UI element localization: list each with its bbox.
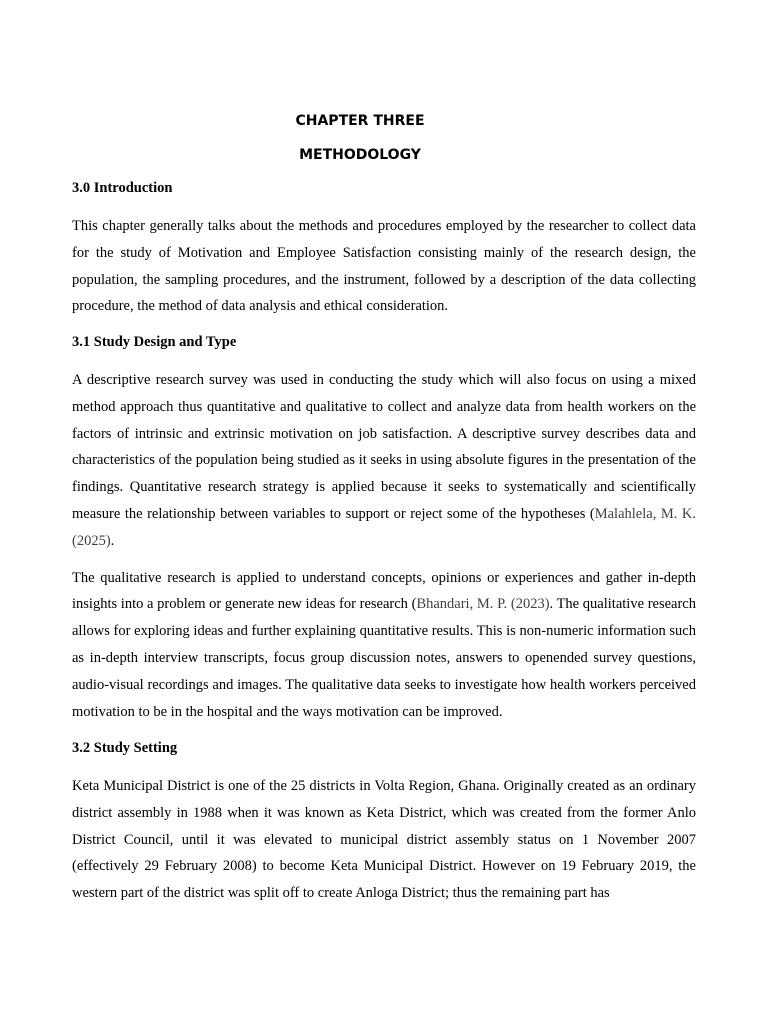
design-p2-end: . The qualitative research allows for exploring ideas and further explaining quantitative results. This is non-numeric information such as in-depth interview transcripts, focus group discussion notes, answers to openended survey questions, audio-visual recordings and images. The qualitative data seeks to investigate how health workers perceived motivation to be in the hospital and the ways motivation can be improved. [72,596,696,720]
chapter-name-title: METHODOLOGY [299,147,421,163]
citation-malahlela: Malahlela, M. K. (2025) [72,505,696,549]
section-heading-introduction: 3.0 Introduction [72,180,173,196]
chapter-number-title: CHAPTER THREE [295,113,425,129]
section-introduction [72,178,696,320]
setting-paragraph: Keta Municipal District is one of the 25 districts in Volta Region, Ghana. Originally created as an ordinary district assembly in 1988 when it was known as Keta District, which was created from the former Anlo District Council, until it was elevated to municipal district assembly status on 1 November 2007 (effectively 29 February 2008) to become Keta Municipal District. However on 19 February 2019, the western part of the district was split off to create Anloga District; thus the remaining part has [72,778,696,902]
section-study-design [72,332,696,725]
design-p1-end: . [110,532,115,549]
citation-bhandari: Bhandari, M. P. (2023) [416,596,550,613]
design-paragraph-1 [72,367,696,555]
design-p1-text: A descriptive research survey was used in conducting the study which will also focus on using a mixed method approach thus quantitative and qualitative to collect and analyze data from health workers on the factors of intrinsic and extrinsic motivation on job satisfaction. A descriptive survey describes data and characteristics of the population being studied as it seeks in using absolute figures in the presentation of the findings. Quantitative research strategy is applied because it seeks to systematically and scientifically measure the relationship between variables to support or reject some of the hypotheses ( [72,372,696,522]
section-heading-study-setting: 3.2 Study Setting [72,740,178,756]
design-p2-start: The qualitative research is applied to understand concepts, opinions or experiences and gather in-depth insights into a problem or generate new ideas for research ( [72,569,696,613]
design-paragraph-2 [72,565,696,726]
section-heading-study-design: 3.1 Study Design and Type [72,334,237,350]
intro-paragraph: This chapter generally talks about the methods and procedures employed by the researcher to collect data for the study of Motivation and Employee Satisfaction consisting mainly of the research design, the population, the sampling procedures, and the instrument, followed by a description of the data collecting procedure, the method of data analysis and ethical consideration. [72,218,696,315]
section-study-setting [72,738,696,907]
